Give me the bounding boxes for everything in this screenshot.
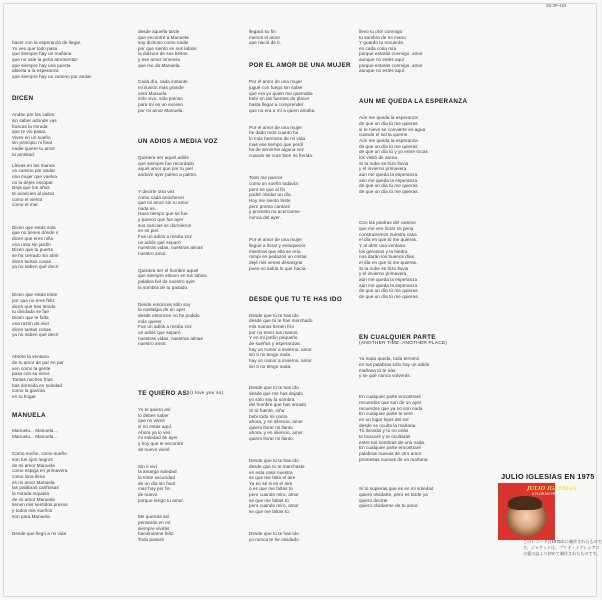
lyric-line: es mi amor Manuela <box>12 480 55 485</box>
lyric-line: buscas la mirada <box>12 124 48 129</box>
lyric-line: ven como la gente <box>12 366 51 371</box>
lyric-line: que encontré a Manuela <box>138 35 189 40</box>
album-heading: JULIO IGLESIAS EN 1975 <box>501 472 595 481</box>
lyric-line: un adiós que separó <box>138 240 181 245</box>
cover-title: JULIO IGLESIAS <box>527 486 577 492</box>
lyric-line: Fue un adiós a media voz <box>138 234 192 239</box>
lyric-line: que siempre fue recordado <box>138 161 195 166</box>
song-title: POR EL AMOR DE UNA MUJER <box>249 62 351 69</box>
lyric-line: llegará su fin <box>249 29 276 34</box>
lyric-line: pero pronto cantaré <box>249 204 291 209</box>
lyric-line: el día en que tú me quieras. <box>359 260 418 265</box>
lyric-line: son para Manuela. <box>12 514 51 519</box>
lyric-line: un adiós que separó <box>138 330 181 335</box>
lyric-line: de que un día tú me quieras. <box>359 294 419 299</box>
japanese-note-line: このレコードは1975年に制作されたもので <box>523 539 602 544</box>
lyric-line: quiero llorar mi llanto <box>249 425 293 430</box>
lyric-line: o es que me faltas tú <box>249 486 293 491</box>
lyric-line: menos el amor <box>249 35 281 40</box>
lyric-line: Por el amor de una mujer <box>249 79 303 84</box>
lyric-line: ya no saben qué decir <box>12 332 59 337</box>
lyric-line: Quisiera ser el hombre aquel <box>138 268 199 273</box>
lyric-line: mientras que ella se reía <box>249 249 301 254</box>
lyric-line: la nostalgia de un ayer <box>138 307 186 312</box>
lyric-line: y parece que fue ayer <box>138 217 184 222</box>
lyric-line: por mi amor Manuela. <box>138 108 184 113</box>
song-title: DICEN <box>12 95 34 102</box>
lyric-line: son tus ojos negros <box>12 457 53 462</box>
lyric-line: de que un día tú me quieras <box>359 144 418 149</box>
lyric-line: en cada cosa mía <box>359 46 397 51</box>
lyric-line: de tu amor de par en par <box>12 360 64 365</box>
lyric-line: que era yo quien me quemaba <box>249 91 313 96</box>
lyric-line: En cualquier parte encontraré <box>359 394 421 399</box>
lyric-line: se que me falta el aire <box>249 475 296 480</box>
lyric-line: hay un rumor a invierno, amor <box>249 347 312 352</box>
lyric-line: cuando se cure bien mi herida. <box>249 153 314 158</box>
lyric-line: de un día sin final <box>138 481 175 486</box>
lyric-line: aquel amor que por tu piel <box>138 166 193 171</box>
lyric-line: Fue un adiós a media voz <box>138 324 192 329</box>
lyric-line: de sueños y esperanzas <box>249 341 300 346</box>
song-title: DESDE QUE TU TE HAS IDO <box>249 296 343 303</box>
lyric-line: llegue a llorar y enloquecer <box>249 243 306 248</box>
lyric-line: y ese amor inmenso <box>138 57 181 62</box>
lyric-line: Abrete la ventana <box>12 354 49 359</box>
catalog-code: 28·3P-424 <box>546 3 567 8</box>
lyric-line: Desde que tú te has ido <box>249 313 299 318</box>
lyric-line: desde se oculta la mañana <box>359 423 416 428</box>
lyric-line: no la dejes escapar. <box>12 180 54 185</box>
lyric-line: Manuela... Manuela... <box>12 434 58 439</box>
lyric-line: Si la nube se hizo lluvia <box>359 161 409 166</box>
lyric-line: Ya nada queda, toda terminó <box>359 356 420 361</box>
song-subtitle: (ANOTHER TIME, ANOTHER PLACE) <box>359 341 448 346</box>
album-cover-image <box>498 483 577 540</box>
lyric-line: verá Manuela <box>138 91 167 96</box>
cover-hair <box>508 496 542 510</box>
lyric-line: Todo pasará <box>138 537 164 542</box>
lyric-line: que siempre estuvo en tus labios <box>138 273 207 278</box>
lyric-line: aunque no estés aquí. <box>359 68 406 73</box>
lyric-line: Y al abrir una ventana <box>359 243 405 248</box>
lyric-line: bebi todo mi canto <box>249 414 288 419</box>
lyric-line: llevo tu olor conmigo <box>359 29 403 34</box>
lyric-line: de mi amor Manuela <box>12 497 55 502</box>
lyric-line: quiero llorar mi llanto. <box>249 436 295 441</box>
lyric-line: Como noche, como sueño <box>12 451 67 456</box>
song-title: UN ADIOS A MEDIA VOZ <box>138 138 218 145</box>
lyric-line: nuestras vidas, nuestras almas <box>138 336 203 341</box>
lyric-line: aún me queda la esperanza <box>359 178 418 183</box>
song-title: AUN ME QUEDA LA ESPERANZA <box>359 98 468 105</box>
lyric-line: sin saber adonde vas <box>12 118 57 123</box>
lyric-line: como la gaviota <box>12 388 45 393</box>
lyric-line: nuestro amor. <box>138 251 167 256</box>
lyric-line: pero cuando miro, amor <box>249 492 299 497</box>
lyric-line: de que un día tú me quieras <box>359 288 418 293</box>
lyric-line: sin principio ni final <box>12 140 52 145</box>
lyric-line: Aún me queda la esperanza <box>359 115 418 120</box>
lyric-line: Dicen que tu puerta <box>12 247 54 252</box>
song-title: EN CUALQUIER PARTE <box>359 334 436 341</box>
lyric-line: aún me queda la esperanza <box>359 277 418 282</box>
lyric-line: Y guardo tu recuerdo <box>359 40 404 45</box>
lyric-line: Dicen que te falta <box>12 315 49 320</box>
lyric-line: y el invierno primavera <box>359 166 407 171</box>
lyric-line: dicen que has tenido <box>12 304 56 309</box>
lyric-line: haciéndome feliz. <box>138 531 175 536</box>
lyric-line: promesas nuevas de un mañana. <box>359 457 429 462</box>
lyric-line: dicen que eres niña <box>12 236 54 241</box>
lyric-line: desde que me has dejado <box>249 391 304 396</box>
lyric-line: como luna llena <box>12 474 45 479</box>
lyric-line: la sombra de tu pasado. <box>138 285 189 290</box>
lyric-line: la dulzura de sus besos <box>138 51 188 56</box>
lyric-line: Sin ti viví <box>138 464 157 469</box>
lyric-line: por que no eres feliz <box>12 298 55 303</box>
lyric-line: si no estás aquí. <box>138 424 173 429</box>
lyric-line: palabra fiel de nuestro ayer <box>138 279 196 284</box>
lyric-line: sin ti no tengo nada <box>249 352 291 357</box>
lyric-line: rompi en pedazos un cristal <box>249 254 307 259</box>
lyric-line: la triste oscuridad <box>138 475 175 480</box>
lyric-line: de nuevo viviré <box>138 447 170 452</box>
lyric-line: pero se que al fin <box>249 187 286 192</box>
lyric-line: Desde que tú te has ido <box>249 458 299 463</box>
lyric-line: porque tengo tu amor. <box>138 498 184 503</box>
lyric-line: Y en mi jardín pequeño <box>249 335 298 340</box>
lyric-line: Deja que los años <box>12 185 50 190</box>
lyric-line: Vives en un sueño <box>12 135 51 140</box>
lyric-line: Dicen que estás triste <box>12 292 58 297</box>
lyric-line: desde entonces no he podido <box>138 313 200 318</box>
lyric-line: por que siento en sus labios <box>138 46 197 51</box>
lyric-line: recuerdos que son de un ayer <box>359 400 422 405</box>
lyric-line: que mi amor sin tu amor <box>138 200 189 205</box>
lyric-line: mi ilusión más grande <box>138 85 184 90</box>
lyric-line: cuando el sol la queme. <box>359 132 409 137</box>
lyric-line: quiero olvidarte, pero es tarde ya <box>359 492 428 497</box>
lyric-line: Hoy me siento triste <box>249 198 291 203</box>
lyric-line: he dado todo cuanto fui <box>249 130 299 135</box>
lyric-line: construiremos nuestra casa <box>359 232 417 237</box>
lyric-line: se que me faltas tú <box>249 498 289 503</box>
japanese-note-line: の愛の誌より初めて制作されたものです。 <box>523 551 601 556</box>
lyric-line: que siempre hay un camino por andar. <box>12 74 93 79</box>
lyric-line: nunca del ayer. <box>249 215 281 220</box>
lyric-line: de que un día tú me quieras <box>359 121 418 126</box>
lyric-line: que siempre hay un mañana <box>12 51 72 56</box>
lyric-line: como el mar. <box>12 202 39 207</box>
lyric-line: el día en que tú me quieras. <box>359 237 418 242</box>
lyric-line: Desde entonces sólo soy <box>138 302 191 307</box>
lyric-line: yo nunca te he olvidado <box>249 537 299 542</box>
lyric-line: más querer. <box>138 319 163 324</box>
lyric-line: nadie quiere tu amor <box>12 146 56 151</box>
lyric-line: Quisiera ser aquel adiós <box>138 155 189 160</box>
japanese-note-line: す。ジャケットは、プリオ・イグレシアス <box>523 545 600 550</box>
lyric-line: palabras nuevas de otro amor <box>359 451 422 456</box>
lyric-line: Con las piedras del camino <box>359 220 416 225</box>
lyric-line: anduve ayer palmo a palmo. <box>138 172 198 177</box>
lyric-line: lo debes saber <box>138 413 169 418</box>
lyric-line: lo más hermoso de mi vida <box>249 136 306 141</box>
lyric-line: de nuevo <box>138 492 158 497</box>
lyric-line: Aún me queda la esperanza <box>359 138 418 143</box>
lyric-line: sin ti no tengo nada. <box>249 364 292 369</box>
lyric-line: aún me queda la esperanza <box>359 172 418 177</box>
lyric-line: que no viviré <box>138 418 165 423</box>
lyric-line: nada es. <box>138 206 157 211</box>
lyric-line: Desde que tú te has ido <box>249 385 299 390</box>
lyric-line: te acaricien al pasar <box>12 191 55 196</box>
lyric-line: la amarga soledad <box>138 469 177 474</box>
lyric-line: quiero olvidarme de tu amor. <box>359 503 419 508</box>
lyric-line: Si tú fuente, niña <box>249 408 285 413</box>
lyric-line: dejé mis venas desangrar <box>249 260 303 265</box>
cover-subtitle: A FLOR DE PIEL <box>532 492 559 496</box>
lyric-line: Ya no sé si es el aire <box>249 481 293 486</box>
lyric-line: bebí en las fuentes de placer <box>249 96 310 101</box>
lyric-line: la mirada inquieta <box>12 491 50 496</box>
lyric-line: en mi piel. <box>138 228 160 233</box>
lyric-line: las palabras cariñosas <box>12 485 59 490</box>
lyric-line: como espiga en primavera <box>12 468 68 473</box>
lyric-line: hasta llegar a comprender <box>249 102 304 107</box>
lyric-line: que nació de ti. <box>249 40 281 45</box>
song-title: MANUELA <box>12 412 46 419</box>
lyric-line: tu sombra de mi mano. <box>359 35 408 40</box>
lyric-line: y prometo no acercarme <box>249 209 300 214</box>
lyric-line: que no vale la pena atormentar- <box>12 57 79 62</box>
lyric-line: pues no sabía lo que hacía. <box>249 266 307 271</box>
lyric-line: en tu hogar. <box>12 394 37 399</box>
lyric-line: como cada anochecer <box>138 195 185 200</box>
lyric-line: recuerdos que ya no son nada <box>359 406 423 411</box>
lyric-line: como un sueño todavía <box>249 181 298 186</box>
lyric-line: Y decirte otra vez <box>138 189 175 194</box>
lyric-line: y hoy que te encontré <box>138 441 184 446</box>
lyric-line: dicen tantas cosas <box>12 327 51 332</box>
lyric-line: Si tú supieras que es en mi soledad <box>359 486 434 491</box>
lyric-line: desde que tú te has marchado <box>249 318 313 323</box>
lyric-line: mañana tú te irás <box>359 368 396 373</box>
lyric-line: y se qué nunca volverás. <box>359 373 412 378</box>
lyric-line: Tú llorarás y tú no oirás <box>359 428 409 433</box>
lyric-line: en un lugar lejos del sol <box>359 417 409 422</box>
lyric-line: Por el amor de una mujer <box>249 237 303 242</box>
lyric-line: una razón de vivir <box>12 321 50 326</box>
lyric-line: un camino por andar <box>12 168 56 173</box>
lyric-line: de que un día tú me quieras <box>359 183 418 188</box>
lyric-line: pasa con su mirar. <box>12 371 51 376</box>
lyric-line: hacer con la esperanza de llegar. <box>12 40 82 45</box>
lyric-line: pero cuando miro, amor <box>249 503 299 508</box>
lyric-line: Dicen que estás sola <box>12 225 56 230</box>
lyric-line: Desde que llegó a mi vida <box>12 531 67 536</box>
lyric-line: Desde que tú te has ido <box>249 531 299 536</box>
lyric-line: sus caricias se durmieron <box>138 223 192 228</box>
lyric-line: aún me queda la esperanza <box>359 283 418 288</box>
lyric-line: que me da Manuela. <box>138 63 181 68</box>
lyric-line: Yo veo que todo pasa <box>12 46 58 51</box>
lyric-line: Hace tiempo que se fue <box>138 211 188 216</box>
lyric-line: se que me faltas tú. <box>249 509 291 514</box>
lyric-line: mas ese tiempo que perdí <box>249 142 304 147</box>
lyric-line: te buscaré y te ocultarás <box>359 434 411 439</box>
lyric-line: que me ven llorar mi pena <box>359 226 414 231</box>
lyric-line: de mi amor Manuela <box>12 463 55 468</box>
lyric-line: tu dividada se fue <box>12 309 49 314</box>
lyric-line: en esta casa nuestra <box>249 470 293 475</box>
lyric-line: porque estarás conmigo, amor <box>359 51 423 56</box>
lyric-line: Yo te quiero así <box>138 407 171 412</box>
lyric-line: podré olvidar un día. <box>249 192 292 197</box>
lyric-line: una mujer que vuelva <box>12 174 57 179</box>
lyric-line: ahora, y en silencio, amor <box>249 419 303 424</box>
lyric-line: porque estarás conmigo, amor <box>359 63 423 68</box>
lyric-line: nos darán los buenos días <box>359 254 415 259</box>
lyric-line: y el invierno primavera <box>359 271 407 276</box>
lyric-line: ha de servirme alguna vez <box>249 147 305 152</box>
lyric-line: quiero decirte <box>359 498 388 503</box>
lyric-line: abierta a la esperanza <box>12 68 59 73</box>
song-title: TE QUIERO ASI <box>138 390 190 397</box>
lyric-line: de que un día tú me quieras. <box>359 189 419 194</box>
lyric-line: si te nieve se convierte en agua <box>359 127 426 132</box>
lyric-line: mis manos tienen frío <box>249 324 294 329</box>
lyric-line: Si la nube se hizo lluvia <box>359 266 409 271</box>
lyric-line: mas hoy por fin <box>138 486 171 491</box>
lyric-line: tu amistad. <box>12 152 36 157</box>
lyric-line: Por el amor de una mujer <box>249 125 303 130</box>
lyric-line: nuestras vidas, nuestras almas <box>138 245 203 250</box>
lyric-line: del hombre que has amado <box>249 402 307 407</box>
lyric-line: como el viento <box>12 197 43 202</box>
lyric-line: desde aquella tarde <box>138 29 180 34</box>
lyric-line: los vistió de arena. <box>359 155 399 160</box>
lyric-line: Andan por las calles <box>12 112 55 117</box>
lyric-line: has dormido en soledad <box>12 383 63 388</box>
lyric-line: que te vio pasar, <box>12 129 47 134</box>
lyric-line: En cualquier parte te veré <box>359 411 413 416</box>
lyric-line: que siempre hay una puerta <box>12 63 71 68</box>
lyric-line: entre tus sombras de una nada. <box>359 440 426 445</box>
lyric-line: aunque no estés aquí <box>359 57 405 62</box>
lyric-line: de que un día tú y yo entre rocas <box>359 149 428 154</box>
lyric-line: Llevas en las manos <box>12 163 55 168</box>
lyric-line: hay un rumor a invierno, amor <box>249 358 312 363</box>
lyric-line: desde que tú te marchaste <box>249 464 305 469</box>
song-subtitle: (I love you so) <box>190 391 224 396</box>
lyric-line: siempre vivirás <box>138 526 170 531</box>
lyric-line: sólo vivo, sólo pienso <box>138 96 183 101</box>
lyric-line: en tus palabras sólo hay un adiós <box>359 362 430 367</box>
lyric-line: los geranios y la hiedra <box>359 249 408 254</box>
lyric-line: pensarás en mí <box>138 520 171 525</box>
lyric-line: y todos mis sueños <box>12 508 53 513</box>
lyric-line: En cualquier parte encontraré <box>359 445 421 450</box>
lyric-line: mi soledad de ayer <box>138 435 178 440</box>
lyric-line: yo sólo soy la sombra <box>249 397 295 402</box>
lyric-line: ahora, y en silencio, amor <box>249 430 303 435</box>
lyric-line: Ahora ya lo ves <box>138 430 171 435</box>
lyric-line: jugué con fuego sin saber <box>249 85 303 90</box>
lyric-line: Tantas noches frías <box>12 377 53 382</box>
lyric-line: soy dichoso como nadie <box>138 40 189 45</box>
lyric-line: tienen mis sentidos presos <box>12 502 68 507</box>
lyric-line: Manuela... Manuela... <box>12 428 58 433</box>
lyric-line: dicen tantas cosas <box>12 259 51 264</box>
lyric-line: Cada día, cada instante <box>138 79 188 84</box>
lyric-line: una rosa sin jardín <box>12 242 51 247</box>
lyric-line: que no tienes dónde ir <box>12 230 59 235</box>
lyric-line: Me querrás así <box>138 514 170 519</box>
lyric-line: nuestro amor. <box>138 341 167 346</box>
lyric-line: para mí es un exceso <box>138 102 183 107</box>
lyric-line: que no era a mí a quien amaba. <box>249 108 316 113</box>
lyric-line: se ha cerrado sin abrir <box>12 253 59 258</box>
lyric-line: Todo me parece <box>249 175 283 180</box>
lyric-line: ya no saben qué decir <box>12 264 59 269</box>
lyric-line: por no tener tus manos. <box>249 330 299 335</box>
